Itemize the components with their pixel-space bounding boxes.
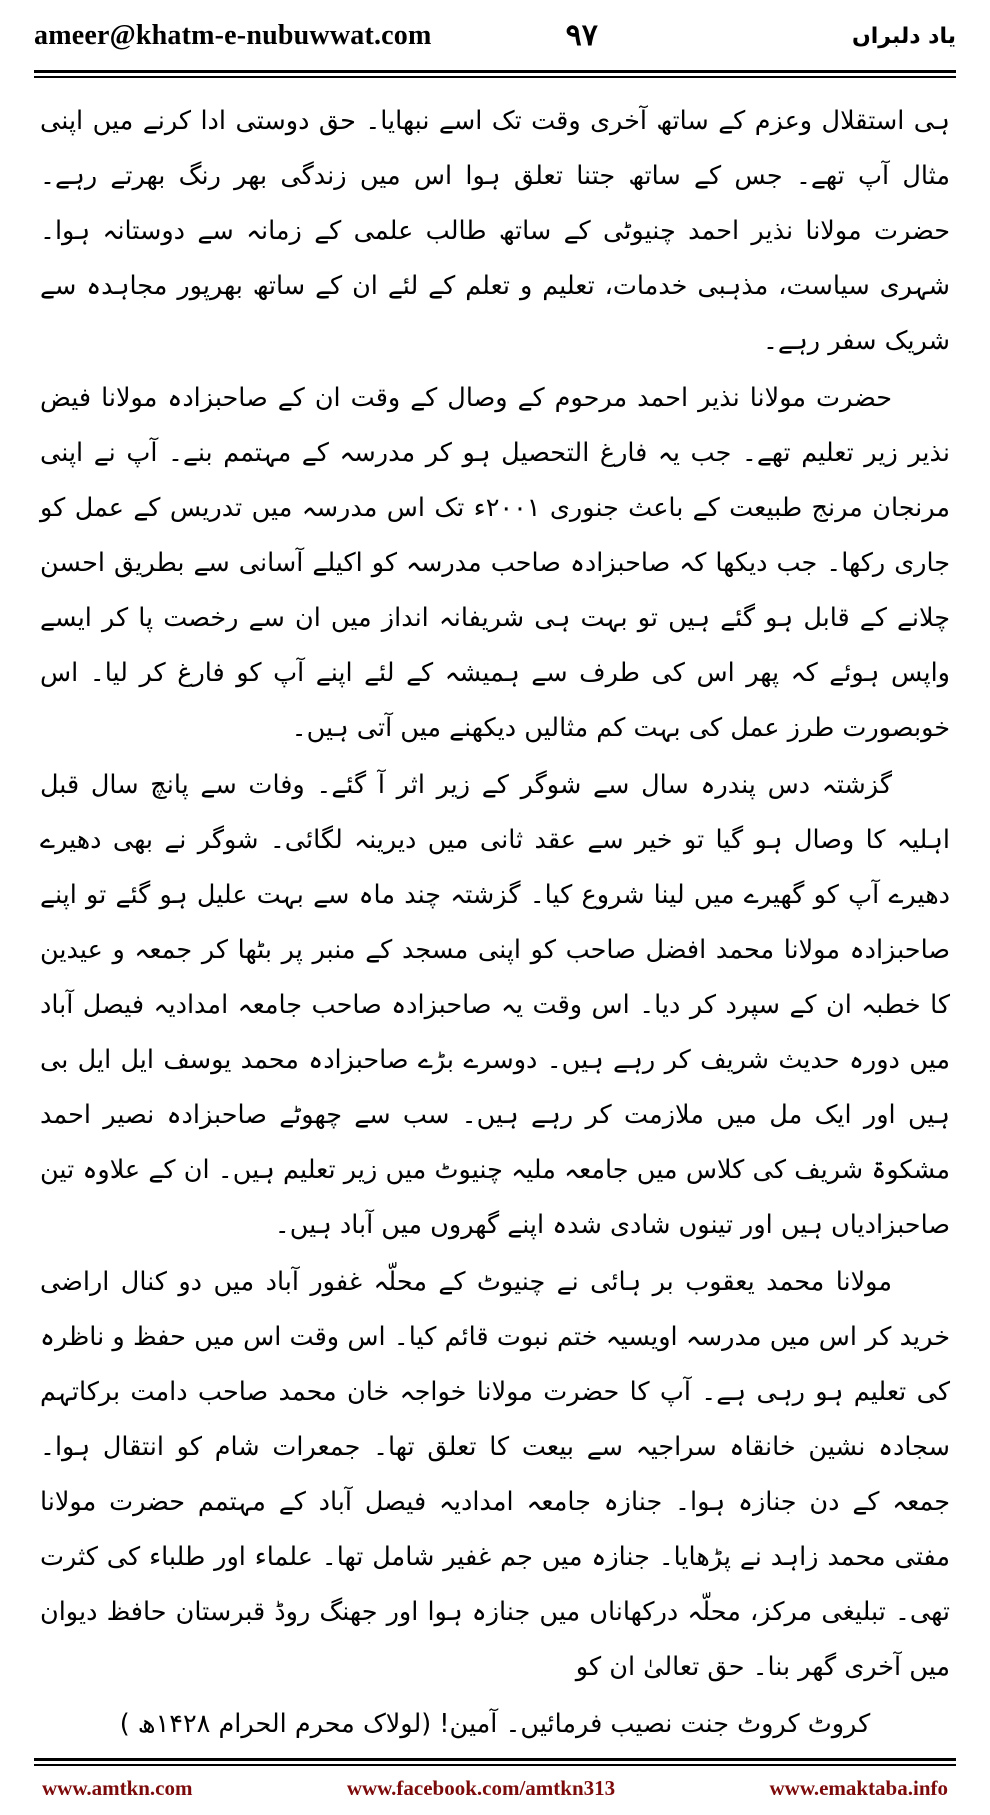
page-number: ۹۷ — [565, 18, 598, 53]
page-footer-wrap — [34, 1752, 956, 1801]
paragraph-5: کروٹ کروٹ جنت نصیب فرمائیں۔ آمین! (لولاک محرم الحرام ۱۴۲۸ھ ) — [119, 1708, 871, 1739]
page-header — [34, 18, 956, 64]
footer-facebook-link[interactable]: www.facebook.com/amtkn313 — [346, 1776, 616, 1800]
header-divider-thick — [34, 70, 956, 73]
footer-emaktaba-link[interactable]: www.emaktaba.info — [769, 1776, 948, 1800]
paragraph-3: گزشتہ دس پندرہ سال سے شوگر کے زیر اثر آ گئے۔ وفات سے پانچ سال قبل اہلیہ کا وصال ہو گیا تو خیر سے عقد ثانی میں دیرینہ لگائی۔ شوگر نے بھی دھیرے دھیرے آپ کو گھیرے میں لینا شروع کیا۔ گزشتہ چند ماہ سے بہت علیل ہو گئے تو اپنے صاحبزادہ مولانا محمد افضل صاحب کو اپنی مسجد کے منبر پر بٹھا کر جمعہ و عیدین کا خطبہ ان کے سپرد کر دیا۔ اس وقت یہ صاحبزادہ صاحب جامعہ امدادیہ فیصل آباد میں دورہ حدیث شریف کر رہے ہیں۔ دوسرے بڑے صاحبزادہ محمد یوسف ایل ایل بی ہیں اور ایک مل میں ملازمت کر رہے ہیں۔ سب سے چھوٹے صاحبزادہ نصیر احمد مشکوۃ شریف کی کلاس میں جامعہ ملیہ چنیوٹ میں زیر تعلیم ہیں۔ ان کے علاوہ تین صاحبزادیاں ہیں اور تینوں شادی شدہ اپنے گھروں میں آباد ہیں۔ — [40, 769, 950, 1240]
footer-divider-thick — [34, 1758, 956, 1761]
page-footer — [34, 1766, 956, 1801]
paragraph-2: حضرت مولانا نذیر احمد مرحوم کے وصال کے وقت ان کے صاحبزادہ مولانا فیض نذیر زیر تعلیم تھے۔ جب یہ فارغ التحصیل ہو کر مدرسہ کے مہتمم بنے۔ آپ نے اپنی مرنجان مرنج طبیعت کے باعث جنوری ۲۰۰۱ء تک اس مدرسہ میں تدریس کے عمل کو جاری رکھا۔ جب دیکھا کہ صاحبزادہ صاحب مدرسہ کو اکیلے آسانی سے بطریق احسن چلانے کے قابل ہو گئے ہیں تو بہت ہی شریفانہ انداز میں ان سے رخصت پا کر ایسے واپس ہوئے کہ پھر اس کی طرف سے ہمیشہ کے لئے اپنے آپ کو فارغ کر لیا۔ اس خوبصورت طرز عمل کی بہت کم مثالیں دیکھنے میں آتی ہیں۔ — [40, 382, 951, 743]
page-body — [34, 78, 956, 1752]
paragraph-1: ہی استقلال وعزم کے ساتھ آخری وقت تک اسے نبھایا۔ حق دوستی ادا کرنے میں اپنی مثال آپ تھے۔ جس کے ساتھ جتنا تعلق ہوا اس میں زندگی بھر رنگ بھرتے رہے۔ حضرت مولانا نذیر احمد چنیوٹی کے ساتھ طالب علمی کے زمانہ سے دوستانہ ہوا۔ شہری سیاست، مذہبی خدمات، تعلیم و تعلم کے لئے ان کے ساتھ بھرپور مجاہدہ سے شریک سفر رہے۔ — [40, 105, 950, 356]
paragraph-4: مولانا محمد یعقوب بر ہائی نے چنیوٹ کے محلّہ غفور آباد میں دو کنال اراضی خرید کر اس میں مدرسہ اویسیہ ختم نبوت قائم کیا۔ اس وقت اس میں حفظ و ناظرہ کی تعلیم ہو رہی ہے۔ آپ کا حضرت مولانا خواجہ خان محمد صاحب دامت برکاتہم سجادہ نشین خانقاہ سراجیہ سے بیعت کا تعلق تھا۔ جمعرات شام کو انتقال ہوا۔ جمعہ کے دن جنازہ ہوا۔ جنازہ جامعہ امدادیہ فیصل آباد کے مہتمم حضرت مولانا مفتی محمد زاہد نے پڑھایا۔ جنازہ میں جم غفیر شامل تھا۔ علماء اور طلباء کی کثرت تھی۔ تبلیغی مرکز، محلّہ درکھاناں میں جنازہ ہوا اور جھنگ روڈ قبرستان حافظ دیوان میں آخری گھر بنا۔ حق تعالیٰ ان کو — [40, 1266, 950, 1682]
book-title: یاد دلبراں — [851, 24, 956, 49]
header-email: ameer@khatm-e-nubuwwat.com — [34, 20, 432, 51]
footer-website-link[interactable]: www.amtkn.com — [42, 1776, 193, 1800]
